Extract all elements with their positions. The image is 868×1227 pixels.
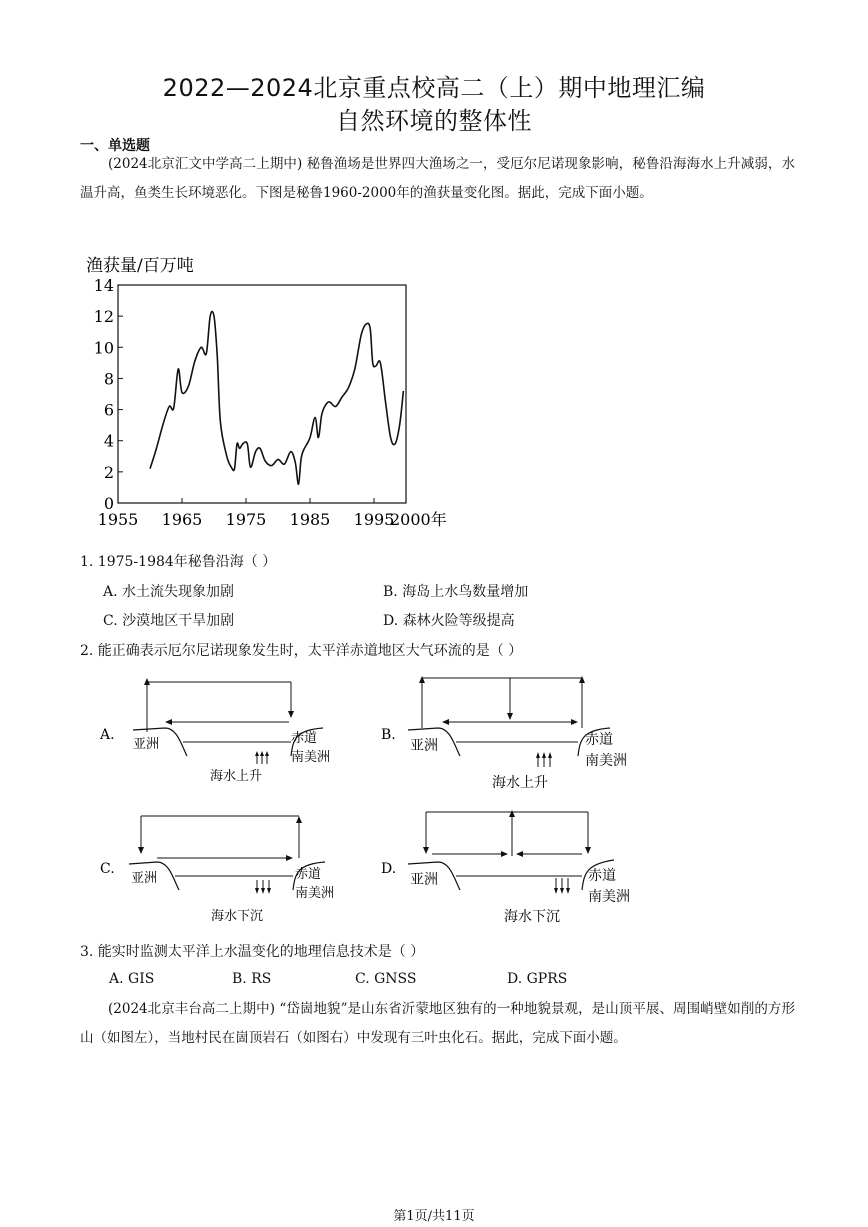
- intro-text-2: (2024北京丰台高二上期中) “岱崮地貌”是山东省沂蒙地区独有的一种地貌景观，是山顶平展、周围峭壁如削的方形山（如图左），当地村民在崮顶岩石（如图右）中发现有三叶虫化石。据此，完成下面小题。: [80, 1001, 795, 1046]
- q1-option-d[interactable]: D. 森林火险等级提高: [383, 613, 515, 629]
- page-subtitle: 自然环境的整体性: [336, 107, 532, 135]
- y-tick-label: 6: [103, 400, 114, 420]
- diagram-b-letter: B.: [381, 727, 396, 743]
- diagram-c-letter: C.: [100, 861, 115, 877]
- diagram-c-equator: 赤道: [295, 867, 322, 882]
- diagram-d-south-america: 南美洲: [588, 889, 630, 905]
- intro-paragraph-2: [80, 995, 795, 1053]
- x-tick-label: 2000年: [390, 510, 447, 529]
- x-tick-label: 1975: [225, 510, 267, 529]
- circulation-diagram-b[interactable]: [376, 670, 646, 795]
- q1-option-a[interactable]: A. 水土流失现象加剧: [103, 584, 235, 600]
- diagram-a-asia: 亚洲: [133, 737, 160, 752]
- diagram-a-caption: 海水上升: [210, 769, 263, 784]
- y-tick-label: 2: [103, 462, 114, 482]
- x-tick-label: 1985: [289, 510, 331, 529]
- q3-option-a[interactable]: A. GIS: [109, 971, 155, 987]
- section-heading: 一、单选题: [80, 138, 150, 154]
- y-axis-title: 渔获量/百万吨: [86, 256, 194, 276]
- x-tick-label: 1995: [353, 510, 395, 529]
- q1-stem: 1. 1975-1984年秘鲁沿海（ ）: [80, 554, 277, 570]
- diagram-b-equator: 赤道: [585, 732, 613, 748]
- circulation-diagram-a[interactable]: [95, 670, 355, 790]
- diagram-b-south-america: 南美洲: [585, 753, 627, 769]
- diagram-b-caption: 海水上升: [492, 775, 548, 791]
- catch-chart: [80, 245, 480, 535]
- y-tick-label: 4: [103, 431, 114, 451]
- diagram-c-caption: 海水下沉: [211, 909, 264, 924]
- diagram-d-caption: 海水下沉: [504, 909, 560, 925]
- y-tick-label: 8: [103, 369, 114, 389]
- y-tick-label: 14: [93, 276, 114, 295]
- page-number: 第1页/共11页: [393, 1209, 475, 1224]
- diagram-b-asia: 亚洲: [410, 738, 438, 754]
- series-line: [150, 311, 403, 484]
- intro-paragraph-1: [80, 150, 795, 208]
- x-tick-label: 1955: [97, 510, 139, 529]
- q3-option-b[interactable]: B. RS: [232, 971, 272, 987]
- q1-option-b[interactable]: B. 海岛上水鸟数量增加: [383, 584, 529, 600]
- q1-option-c[interactable]: C. 沙漠地区干旱加剧: [103, 613, 235, 629]
- intro-text-1: (2024北京汇文中学高二上期中) 秘鲁渔场是世界四大渔场之一，受厄尔尼诺现象影响，秘鲁沿海海水上升减弱，水温升高，鱼类生长环境恶化。下图是秘鲁1960-2000年的渔获量变化图。据此，完成下面小题。: [80, 156, 795, 201]
- q3-option-c[interactable]: C. GNSS: [355, 971, 417, 987]
- diagram-c-south-america: 南美洲: [295, 886, 335, 901]
- diagram-a-letter: A.: [100, 727, 115, 743]
- diagram-a-equator: 赤道: [291, 731, 318, 746]
- y-tick-label: 0: [103, 494, 114, 513]
- diagram-c-asia: 亚洲: [131, 871, 158, 886]
- page-title: 2022—2024北京重点校高二（上）期中地理汇编: [162, 74, 706, 102]
- circulation-diagram-d[interactable]: [376, 806, 646, 931]
- diagram-d-equator: 赤道: [588, 868, 616, 884]
- q3-stem: 3. 能实时监测太平洋上水温变化的地理信息技术是（ ）: [80, 944, 425, 960]
- y-tick-label: 12: [93, 307, 114, 327]
- y-tick-label: 10: [93, 338, 114, 358]
- plot-frame: [118, 285, 406, 503]
- diagram-d-letter: D.: [381, 861, 397, 877]
- q3-option-d[interactable]: D. GPRS: [507, 971, 568, 987]
- q2-stem: 2. 能正确表示厄尔尼诺现象发生时，太平洋赤道地区大气环流的是（ ）: [80, 643, 523, 659]
- circulation-diagram-c[interactable]: [95, 806, 360, 931]
- x-tick-label: 1965: [161, 510, 203, 529]
- diagram-d-asia: 亚洲: [410, 872, 438, 888]
- diagram-a-south-america: 南美洲: [291, 750, 331, 765]
